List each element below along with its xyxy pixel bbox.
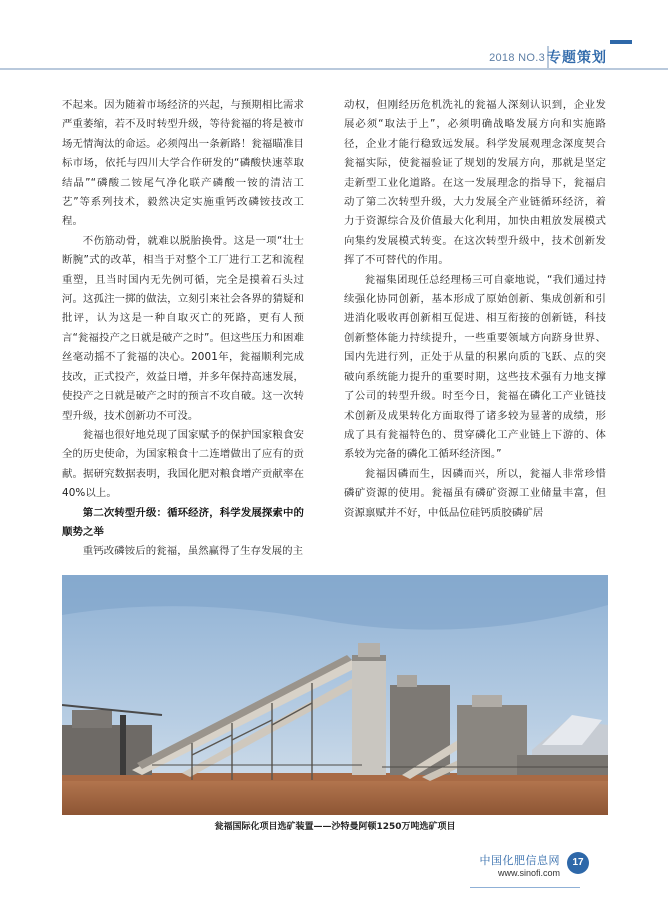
left-column	[62, 96, 304, 562]
page-number: 17	[567, 852, 589, 874]
right-paragraph-1: 动权，但刚经历危机洗礼的瓮福人深刻认识到，企业发展必须“取法于上”，必须明确战略发展方向和实施路径，企业才能行稳致远发展。科学发展观理念深度契合瓮福实际，使瓮福验证了规划的发展方向，那就是坚定走新型工业化道路。在这一发展理念的指导下，瓮福启动了第二次转型升级，大力发展全产业链循环经济，着力于资源综合及价值最大化利用，加快由粗放发展模式向集约发展模式转变。在这次转型升级中，技术创新发挥了不可替代的作用。	[344, 99, 606, 267]
footer-rule	[470, 887, 580, 888]
left-paragraph-3: 瓮福也很好地兑现了国家赋予的保护国家粮食安全的历史使命，为国家粮食十二连增做出了应有的贡献。据研究数据表明，我国化肥对粮食增产贡献率在40%以上。	[62, 428, 304, 500]
right-paragraph-2: 瓮福集团现任总经理杨三可自豪地说，“我们通过持续强化协同创新，基本形成了原始创新、集成创新和引进消化吸收再创新相互促进、相互衔接的创新链，科技创新整体能力持续提升，一些重要领域方向跻身世界、国内先进行列，正处于从量的积累向质的飞跃、点的突破向系统能力提升的重要时期，这些技术强有力地支撑了公司的转型升级。时至今日，瓮福在磷化工产业链技术创新及成果转化方面取得了诸多较为显著的成绩，形成了具有瓮福特色的、贯穿磷化工产业链上下游的、体系较为完备的磷化工循环经济图。”	[344, 273, 606, 461]
header-rule	[0, 68, 668, 70]
left-paragraph-1: 不起来。因为随着市场经济的兴起，与预期相比需求严重萎缩，若不及时转型升级，等待瓮福的将是被市场无情淘汰的命运。必须闯出一条新路！瓮福瞄准目标市场，依托与四川大学合作研发的“磷酸快速萃取结晶”“磷酸二铵尾气净化联产磷酸一铵的清洁工艺”等系列技术，毅然决定实施重钙改磷铵技改工程。	[62, 99, 304, 228]
right-paragraph-3: 瓮福因磷而生，因磷而兴，所以，瓮福人非常珍惜磷矿资源的使用。瓮福虽有磷矿资源工业储量丰富，但资源禀赋并不好，中低品位硅钙质胶磷矿居	[344, 467, 606, 519]
left-paragraph-4: 重钙改磷铵后的瓮福，虽然赢得了生存发展的主	[82, 545, 304, 558]
header-section-title: 专题策划	[547, 50, 607, 66]
left-paragraph-2: 不伤筋动骨，就难以脱胎换骨。这是一项“壮士断腕”式的改革，相当于对整个工厂进行工艺和流程重塑，且当时国内无先例可循，完全是摸着石头过河。这孤注一掷的做法，立刻引来社会各界的猜疑和批评，认为这是一种自取灭亡的死路，更有人预言“瓮福投产之日就是破产之时”。但这些压力和困难丝毫动摇不了瓮福的决心。2001年，瓮福顺利完成技改，正式投产，效益日增，并多年保持高速发展，使投产之日就是破产之时的预言不攻自破。这一次转型升级，技术创新功不可没。	[62, 234, 304, 422]
plant-photo	[62, 575, 608, 815]
footer-site-name: 中国化肥信息网	[479, 854, 560, 867]
header-issue: 2018 NO.3	[489, 52, 545, 64]
right-column	[344, 96, 606, 523]
footer-url: www.sinofi.com	[497, 868, 560, 878]
header-cap-bar	[610, 40, 632, 44]
photo-caption: 瓮福国际化项目选矿装置——沙特曼阿顿1250万吨选矿项目	[214, 822, 456, 832]
section-heading: 第二次转型升级：循环经济，科学发展探索中的顺势之举	[62, 506, 304, 538]
